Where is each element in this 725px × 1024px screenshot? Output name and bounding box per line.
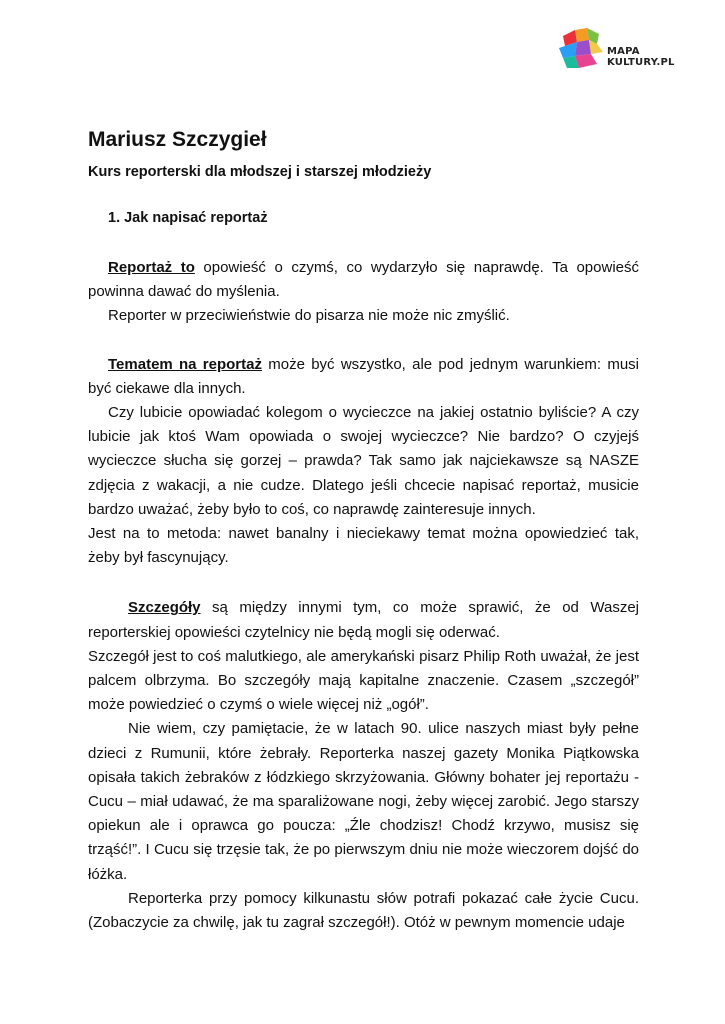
term-temat: Tematem na reportaż [108, 355, 262, 373]
term-reportaz: Reportaż to [108, 259, 195, 276]
term-szczegoly: Szczegóły [128, 599, 201, 617]
paragraph: Szczegół jest to coś malutkiego, ale amerykański pisarz Philip Roth uważał, że jest palcem olbrzyma. Bo szczegóły mają kapitalne znaczenie. Czasem „szczegół” może powiedzieć o czymś o wiele więcej niż „ogół”. [88, 647, 639, 714]
paragraph: Nie wiem, czy pamiętacie, że w latach 90. ulice naszych miast były pełne dzieci z Rumunii, które żebrały. Reporterka naszej gazety Monika Piątkowska opisała takich żebraków z łódzkiego skrzyżowania. Główny bohater jej reportażu - Cucu – miał udawać, że ma sparaliżowane nogi, żeby więcej zarobić. Jego starszy opiekun ale i oprawca go poucza: „Źle chodzisz! Chodź krzywo, musisz się trząść!”. I Cucu się trzęsie tak, że po pierwszym dniu nie może wieczorem dojść do łóżka. [88, 720, 639, 883]
document-body [88, 256, 639, 935]
paragraph: Czy lubicie opowiadać kolegom o wycieczce na jakiej ostatnio byliście? A czy lubicie jak ktoś Wam opowiada o swojej wycieczce? Nie bardzo? O czyjejś wycieczce słucha się gorzej – prawda? Tak samo jak najciekawsze są NASZE zdjęcia z wakacji, a nie cudze. Dlatego jeśli chcecie napisać reportaż, musicie bardzo uważać, żeby było to coś, co naprawdę zainteresuje innych. [88, 404, 639, 518]
paragraph: Tematem na reportaż może być wszystko, ale pod jednym warunkiem: musi być ciekawe dla innych. [88, 355, 639, 397]
mapa-kultury-logo [557, 24, 687, 76]
paragraph: Reportaż to opowieść o czymś, co wydarzyło się naprawdę. Ta opowieść powinna dawać do myślenia. [88, 259, 639, 301]
paragraph: Jest na to metoda: nawet banalny i nieciekawy temat można opowiedzieć tak, żeby był fascynujący. [88, 525, 639, 567]
poland-map-icon [557, 24, 605, 74]
author-name: Mariusz Szczygieł [88, 128, 267, 151]
paragraph: Reporter w przeciwieństwie do pisarza nie może nic zmyślić. [108, 307, 510, 325]
logo-line-1: MAPA [607, 46, 640, 57]
logo-text [607, 46, 675, 68]
logo-line-2: KULTURY.PL [607, 57, 675, 68]
paragraph: Reporterka przy pomocy kilkunastu słów potrafi pokazać całe życie Cucu. (Zobaczycie za chwilę, jak tu zagrał szczegół!). Otóż w pewnym momencie udaje [88, 889, 639, 932]
paragraph: Szczegóły są między innymi tym, co może sprawić, że od Waszej reporterskiej opowieści czytelnicy nie będą mogli się oderwać. [88, 599, 639, 641]
document-subtitle: Kurs reporterski dla młodszej i starszej młodzieży [88, 164, 432, 180]
section-heading: 1. Jak napisać reportaż [108, 210, 268, 226]
